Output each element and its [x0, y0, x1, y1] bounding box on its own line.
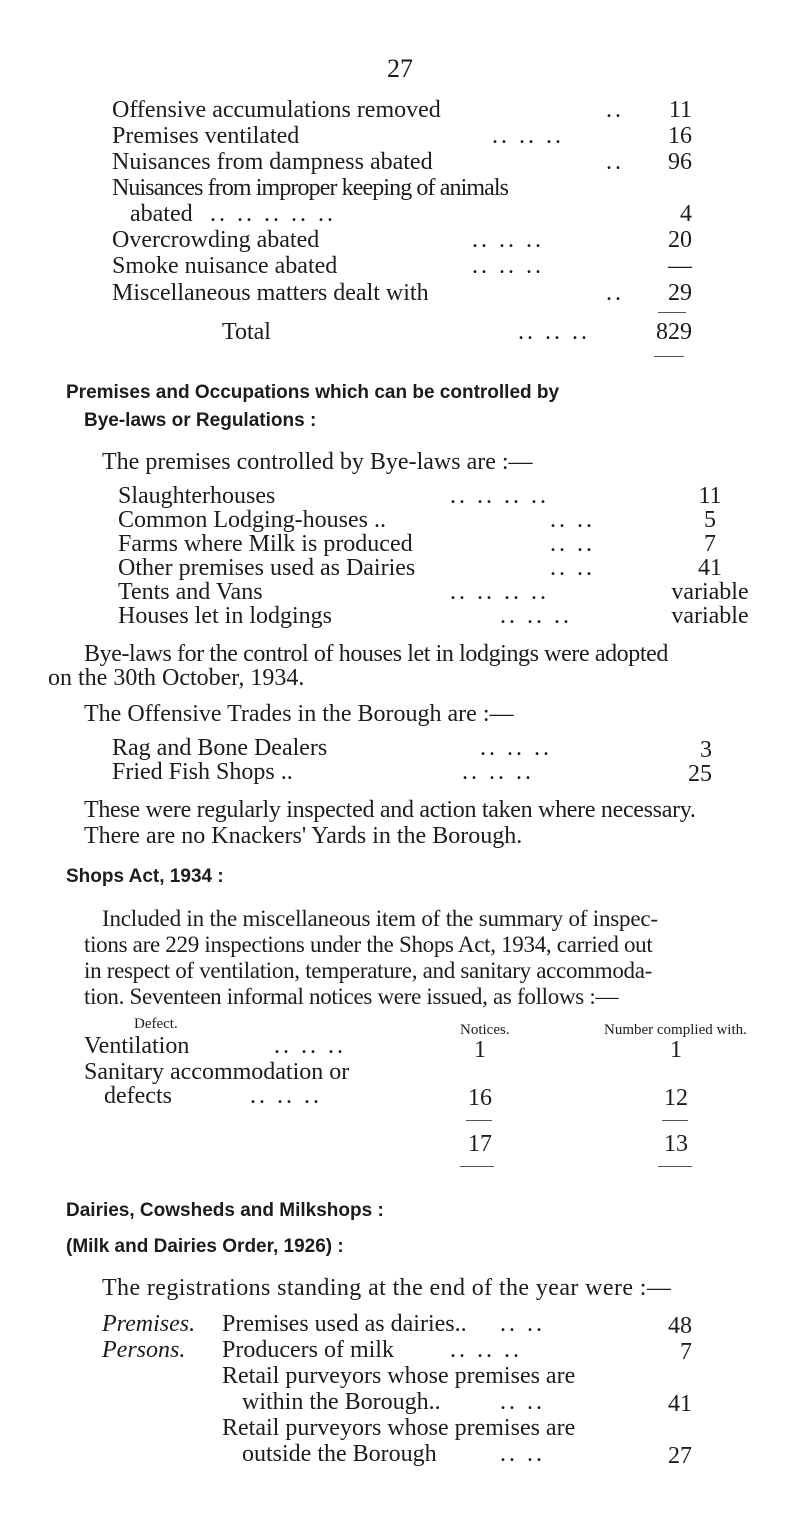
registration-value: 27 — [668, 1443, 692, 1469]
complied-value: 1 — [670, 1037, 682, 1063]
summary-value: 29 — [668, 280, 692, 306]
registration-label: Retail purveyors whose premises are — [222, 1363, 576, 1389]
shops-act-paragraph: Included in the miscellaneous item of the summary of inspec- — [102, 906, 658, 931]
byelaw-item-value: variable — [671, 579, 749, 605]
offensive-trade-label: Fried Fish Shops .. — [112, 759, 293, 785]
page-number: 27 — [387, 54, 413, 83]
section-heading: (Milk and Dairies Order, 1926) : — [66, 1236, 344, 1257]
offensive-trade-value: 25 — [688, 761, 712, 787]
byelaw-item-value: 7 — [704, 531, 716, 557]
byelaw-item-leader: .. .. .. .. — [450, 579, 549, 605]
byelaw-item-value: 41 — [698, 555, 722, 581]
summary-leader: .. — [606, 97, 624, 123]
summary-value: 16 — [668, 123, 692, 149]
summary-value: 11 — [668, 97, 692, 123]
registration-label: outside the Borough — [242, 1441, 437, 1467]
byelaw-item-value: 5 — [704, 507, 716, 533]
defect-label: Ventilation — [84, 1033, 190, 1059]
summary-value: 4 — [680, 201, 692, 227]
summary-value: 96 — [668, 149, 692, 175]
byelaw-item-label: Tents and Vans — [118, 579, 263, 605]
summary-total-rule — [654, 356, 684, 357]
summary-label: Smoke nuisance abated — [112, 253, 338, 279]
registration-leader: .. .. — [500, 1311, 545, 1337]
notices-total: 17 — [468, 1131, 492, 1157]
byelaw-item-leader: .. .. .. — [500, 603, 572, 629]
summary-leader: .. — [606, 149, 624, 175]
shops-act-paragraph: tion. Seventeen informal notices were issued, as follows :— — [84, 984, 619, 1009]
summary-leader: .. .. .. — [518, 319, 590, 345]
summary-total-label: Total — [222, 319, 271, 345]
summary-value: — — [668, 253, 692, 279]
byelaw-item-label: Houses let in lodgings — [118, 603, 332, 629]
summary-label: Nuisances from dampness abated — [112, 149, 433, 175]
complied-total-rule — [658, 1166, 692, 1167]
registration-label: Retail purveyors whose premises are — [222, 1415, 576, 1441]
byelaws-adopted: on the 30th October, 1934. — [48, 665, 305, 691]
summary-label: Nuisances from improper keeping of animals — [112, 175, 509, 201]
column-header-notices: Notices. — [460, 1022, 510, 1038]
defect-label: defects — [104, 1083, 172, 1109]
registration-label: Premises used as dairies.. — [222, 1311, 467, 1337]
defect-leader: .. .. .. — [250, 1083, 322, 1109]
summary-value: 20 — [668, 227, 692, 253]
defect-leader: .. .. .. — [274, 1033, 346, 1059]
side-label-premises: Premises. — [102, 1311, 196, 1337]
byelaw-item-value: variable — [671, 603, 749, 629]
byelaw-item-leader: .. .. .. .. — [450, 483, 549, 509]
section-heading: Shops Act, 1934 : — [66, 866, 224, 887]
registration-leader: .. .. .. — [450, 1337, 522, 1363]
summary-label: Offensive accumulations removed — [112, 97, 441, 123]
notices-total-rule — [460, 1166, 494, 1167]
byelaw-item-leader: .. .. — [550, 531, 595, 557]
column-header-complied: Number complied with. — [604, 1022, 747, 1038]
complied-divider — [662, 1120, 688, 1121]
registration-leader: .. .. — [500, 1441, 545, 1467]
byelaw-item-label: Common Lodging-houses .. — [118, 507, 386, 533]
byelaw-item-label: Farms where Milk is produced — [118, 531, 413, 557]
registration-value: 7 — [680, 1339, 692, 1365]
byelaw-item-leader: .. .. — [550, 507, 595, 533]
notices-divider — [466, 1120, 492, 1121]
offensive-trade-leader: .. .. .. — [462, 759, 534, 785]
summary-leader: .. .. .. — [472, 227, 544, 253]
summary-label: Overcrowding abated — [112, 227, 320, 253]
summary-label: Miscellaneous matters dealt with — [112, 280, 429, 306]
summary-leader: .. .. .. .. .. — [210, 201, 336, 227]
section-heading: Dairies, Cowsheds and Milkshops : — [66, 1200, 384, 1221]
notices-value: 16 — [468, 1085, 492, 1111]
defect-label: Sanitary accommodation or — [84, 1059, 350, 1085]
summary-leader: .. — [606, 280, 624, 306]
byelaw-item-leader: .. .. — [550, 555, 595, 581]
offensive-trades-note: There are no Knackers' Yards in the Borough. — [84, 823, 523, 849]
registration-label: within the Borough.. — [242, 1389, 441, 1415]
byelaws-intro: The premises controlled by Bye-laws are :— — [102, 449, 533, 475]
side-label-persons: Persons. — [102, 1337, 186, 1363]
shops-act-paragraph: in respect of ventilation, temperature, and sanitary accommoda- — [84, 958, 653, 983]
byelaws-adopted: Bye-laws for the control of houses let in lodgings were adopted — [84, 641, 668, 667]
registration-label: Producers of milk — [222, 1337, 394, 1363]
offensive-trades-intro: The Offensive Trades in the Borough are :— — [84, 701, 514, 727]
offensive-trade-value: 3 — [700, 737, 712, 763]
summary-label: abated — [130, 201, 193, 227]
summary-leader: .. .. .. — [472, 253, 544, 279]
byelaw-item-label: Other premises used as Dairies — [118, 555, 416, 581]
section-heading: Premises and Occupations which can be controlled by — [66, 382, 560, 403]
registration-value: 41 — [668, 1391, 692, 1417]
notices-value: 1 — [474, 1037, 486, 1063]
summary-divider — [658, 312, 686, 313]
column-header-defect: Defect. — [134, 1016, 178, 1032]
dairies-intro: The registrations standing at the end of the year were :— — [102, 1275, 672, 1301]
registration-leader: .. .. — [500, 1389, 545, 1415]
section-heading: Bye-laws or Regulations : — [84, 410, 317, 431]
summary-label: Premises ventilated — [112, 123, 300, 149]
registration-value: 48 — [668, 1313, 692, 1339]
byelaw-item-label: Slaughterhouses — [118, 483, 276, 509]
summary-leader: .. .. .. — [492, 123, 564, 149]
complied-total: 13 — [664, 1131, 688, 1157]
byelaw-item-value: 11 — [698, 483, 722, 509]
offensive-trade-label: Rag and Bone Dealers — [112, 735, 328, 761]
offensive-trade-leader: .. .. .. — [480, 735, 552, 761]
complied-value: 12 — [664, 1085, 688, 1111]
shops-act-paragraph: tions are 229 inspections under the Shops Act, 1934, carried out — [84, 932, 653, 957]
summary-total-value: 829 — [656, 319, 692, 345]
offensive-trades-note: These were regularly inspected and action taken where necessary. — [84, 797, 696, 823]
